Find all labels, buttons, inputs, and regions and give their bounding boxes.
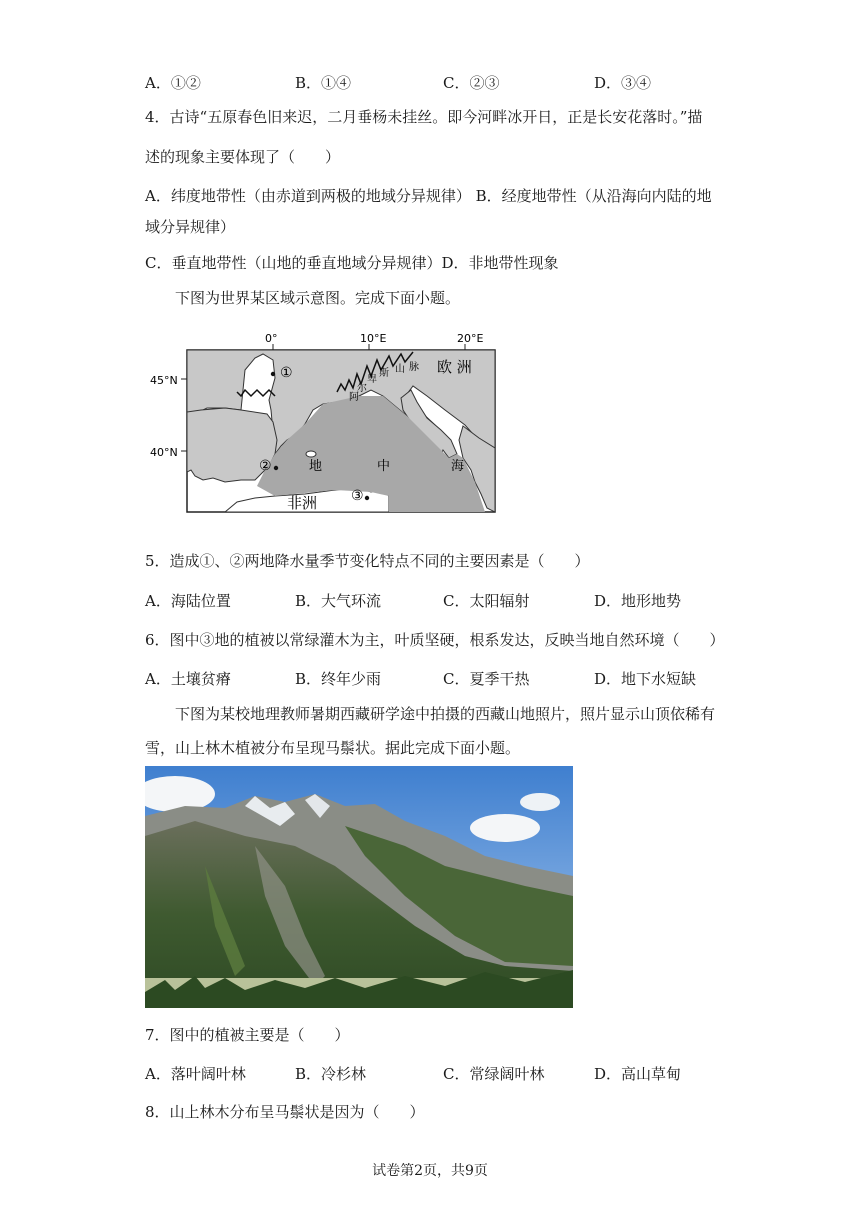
q5-option-b: B．大气环流: [295, 592, 382, 610]
q7-option-b: B．冷杉林: [295, 1065, 367, 1083]
photo-intro-line1: 下图为某校地理教师暑期西藏研学途中拍摄的西藏山地照片，照片显示山顶依稀有: [175, 705, 716, 723]
mediterranean-map: [145, 330, 505, 520]
q4-option-cd: C．垂直地带性（山地的垂直地域分异规律）D．非地带性现象: [145, 254, 559, 272]
label-alps-er: 尔: [357, 383, 367, 394]
q3-option-d: D．③④: [594, 74, 652, 92]
q5-stem: 5．造成①、②两地降水量季节变化特点不同的主要因素是（ ）: [145, 552, 590, 570]
lon-label-20e: 20°E: [457, 332, 484, 345]
marker-1: ①: [280, 365, 293, 381]
label-alps-bei: 卑: [367, 374, 377, 385]
label-sea-di: 地: [309, 459, 323, 474]
q7-stem: 7．图中的植被主要是（ ）: [145, 1026, 350, 1044]
q5-option-d: D．地形地势: [594, 592, 682, 610]
q7-option-a: A．落叶阔叶林: [145, 1065, 246, 1083]
photo-intro-line2: 雪，山上林木植被分布呈现马鬃状。据此完成下面小题。: [145, 739, 521, 757]
label-alps-a: 阿: [349, 392, 359, 403]
q4-stem-line1: 4．古诗“五原春色旧来迟，二月垂杨未挂丝。即今河畔冰开日，正是长安花落时。”描: [145, 108, 703, 126]
q4-option-ab-line1: A．纬度地带性（由赤道到两极的地域分异规律） B．经度地带性（从沿海向内陆的地: [145, 187, 712, 205]
q7-option-c: C．常绿阔叶林: [443, 1065, 545, 1083]
q6-option-c: C．夏季干热: [443, 670, 530, 688]
q3-option-c: C．②③: [443, 74, 500, 92]
q7-option-d: D．高山草甸: [594, 1065, 682, 1083]
q8-stem: 8．山上林木分布呈马鬃状是因为（ ）: [145, 1103, 425, 1121]
marker-3: ③: [351, 488, 364, 504]
page-footer: 试卷第2页，共9页: [372, 1163, 488, 1179]
q3-option-b: B．①④: [295, 74, 352, 92]
tibet-mountain-photo: [145, 766, 573, 1008]
q6-option-b: B．终年少雨: [295, 670, 382, 688]
map-intro: 下图为世界某区域示意图。完成下面小题。: [175, 289, 461, 307]
q5-option-a: A．海陆位置: [145, 592, 231, 610]
q5-option-c: C．太阳辐射: [443, 592, 530, 610]
q6-option-d: D．地下水短缺: [594, 670, 697, 688]
q4-stem-line2: 述的现象主要体现了（ ）: [145, 148, 341, 166]
label-alps-shan: 山: [395, 364, 405, 375]
lon-label-0: 0°: [265, 332, 278, 345]
lon-label-10e: 10°E: [360, 332, 387, 345]
q3-option-a: A．①②: [145, 74, 201, 92]
label-europe: 欧 洲: [437, 358, 472, 376]
q6-option-a: A．土壤贫瘠: [145, 670, 231, 688]
label-sea-zhong: 中: [377, 459, 391, 474]
balearic-islands: [306, 451, 316, 457]
q6-stem: 6．图中③地的植被以常绿灌木为主，叶质坚硬，根系发达，反映当地自然环境（ ）: [145, 631, 725, 649]
label-africa: 非洲: [287, 494, 318, 512]
label-alps-si: 斯: [379, 368, 389, 379]
label-alps-mai: 脉: [409, 362, 419, 373]
lat-label-45n: 45°N: [150, 374, 178, 387]
lat-label-40n: 40°N: [150, 446, 178, 459]
marker-2: ②: [259, 458, 272, 474]
label-sea-hai: 海: [451, 459, 465, 474]
q4-option-ab-line2: 域分异规律）: [145, 218, 236, 236]
